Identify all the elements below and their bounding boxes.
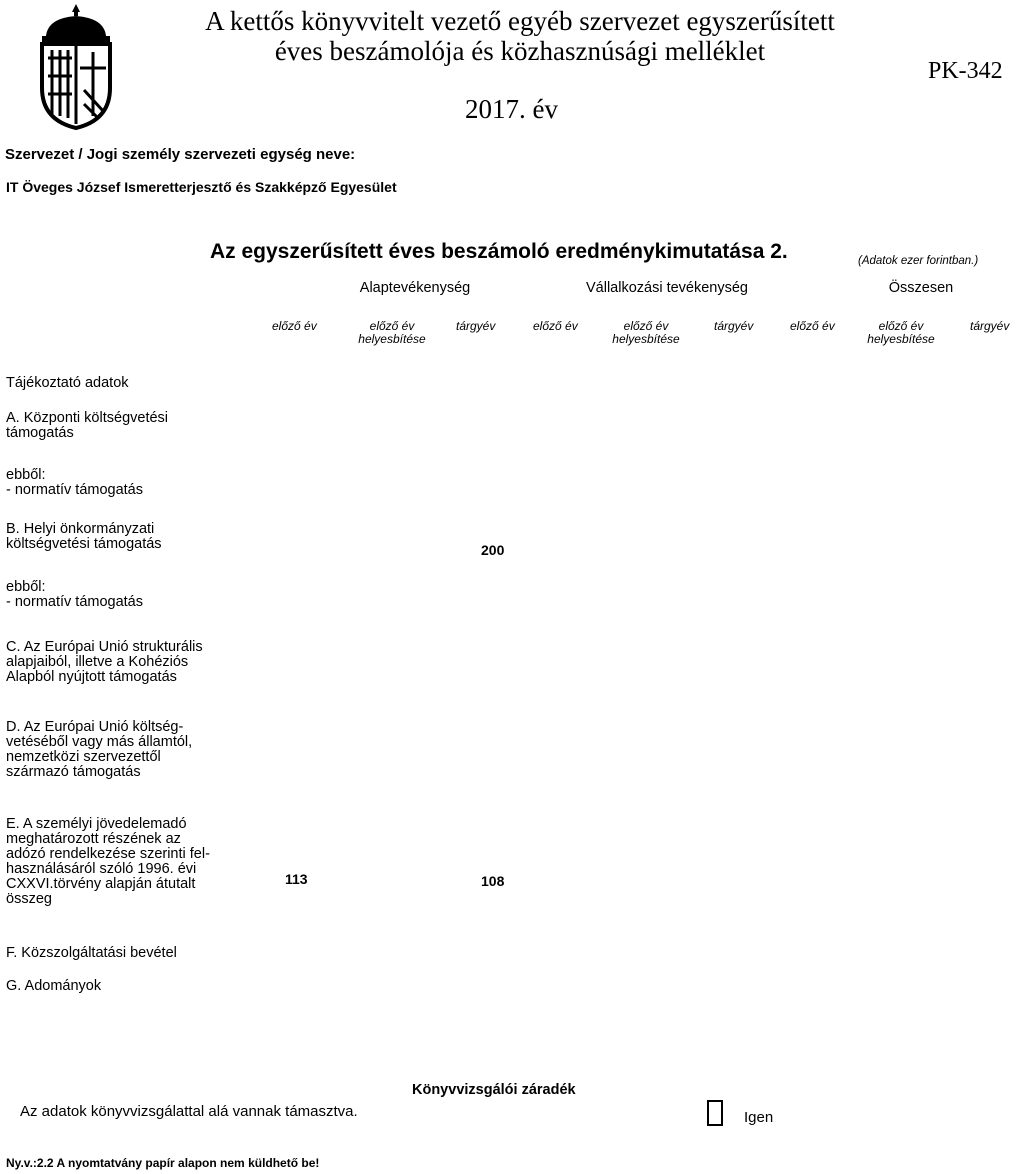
row-e-current-year: 108 bbox=[481, 873, 505, 889]
unit-note: (Adatok ezer forintban.) bbox=[858, 255, 979, 267]
org-label: Szervezet / Jogi személy szervezeti egység neve: bbox=[5, 146, 356, 163]
col-corr-ossz: előző év helyesbítése bbox=[867, 319, 935, 346]
audit-checkbox[interactable] bbox=[707, 1100, 723, 1126]
audit-title: Könyvvizsgálói záradék bbox=[412, 1082, 576, 1098]
form-code: PK-342 bbox=[928, 58, 1003, 84]
coat-of-arms-icon bbox=[28, 4, 124, 130]
row-e: E. A személyi jövedelemadó meghatározott részének az adózó rendelkezése szerinti fel- használásáról szóló 1996. évi CXXVI.törvény alapján átutalt összeg bbox=[6, 816, 210, 907]
row-f: F. Közszolgáltatási bevétel bbox=[6, 945, 177, 961]
row-d: D. Az Európai Unió költség- vetéséből vagy más államtól, nemzetközi szervezettől származó támogatás bbox=[6, 719, 193, 780]
report-year: 2017. év bbox=[465, 94, 558, 124]
col-prev-alap: előző év bbox=[272, 319, 317, 333]
col-corr-vall: előző év helyesbítése bbox=[612, 319, 680, 346]
org-name: IT Öveges József Ismeretterjesztő és Szakképző Egyesület bbox=[6, 179, 397, 195]
audit-text: Az adatok könyvvizsgálattal alá vannak támasztva. bbox=[20, 1103, 358, 1120]
audit-checkbox-label: Igen bbox=[744, 1109, 774, 1126]
col-corr-alap: előző év helyesbítése bbox=[358, 319, 426, 346]
title-line-2: éves beszámolója és közhasznúsági melléklet bbox=[274, 36, 766, 66]
row-g: G. Adományok bbox=[6, 978, 102, 994]
col-prev-vall: előző év bbox=[533, 319, 578, 333]
col-curr-vall: tárgyév bbox=[714, 319, 754, 333]
row-a: A. Központi költségvetési támogatás bbox=[6, 410, 169, 441]
title-line-1: A kettős könyvvitelt vezető egyéb szervezet egyszerűsített bbox=[205, 6, 835, 36]
row-c: C. Az Európai Unió strukturális alapjaiból, illetve a Kohéziós Alapból nyújtott támogatás bbox=[6, 639, 203, 685]
row-info: Tájékoztató adatok bbox=[6, 375, 129, 391]
footer-note: Ny.v.:2.2 A nyomtatvány papír alapon nem küldhető be! bbox=[6, 1156, 320, 1170]
row-b-current-year: 200 bbox=[481, 542, 505, 558]
row-e-previous-year: 113 bbox=[285, 871, 308, 887]
group-header-alap: Alaptevékenység bbox=[359, 280, 471, 296]
group-header-osszesen: Összesen bbox=[888, 280, 954, 296]
row-a-ebbol: ebből: - normatív támogatás bbox=[6, 467, 143, 498]
section-title: Az egyszerűsített éves beszámoló eredménykimutatása 2. bbox=[210, 240, 788, 263]
col-curr-alap: tárgyév bbox=[456, 319, 496, 333]
col-prev-ossz: előző év bbox=[790, 319, 835, 333]
row-b: B. Helyi önkormányzati költségvetési támogatás bbox=[6, 521, 162, 552]
col-curr-ossz: tárgyév bbox=[970, 319, 1010, 333]
row-b-ebbol: ebből: - normatív támogatás bbox=[6, 579, 143, 610]
group-header-vallalkozasi: Vállalkozási tevékenység bbox=[585, 280, 748, 296]
form-title bbox=[140, 6, 900, 66]
